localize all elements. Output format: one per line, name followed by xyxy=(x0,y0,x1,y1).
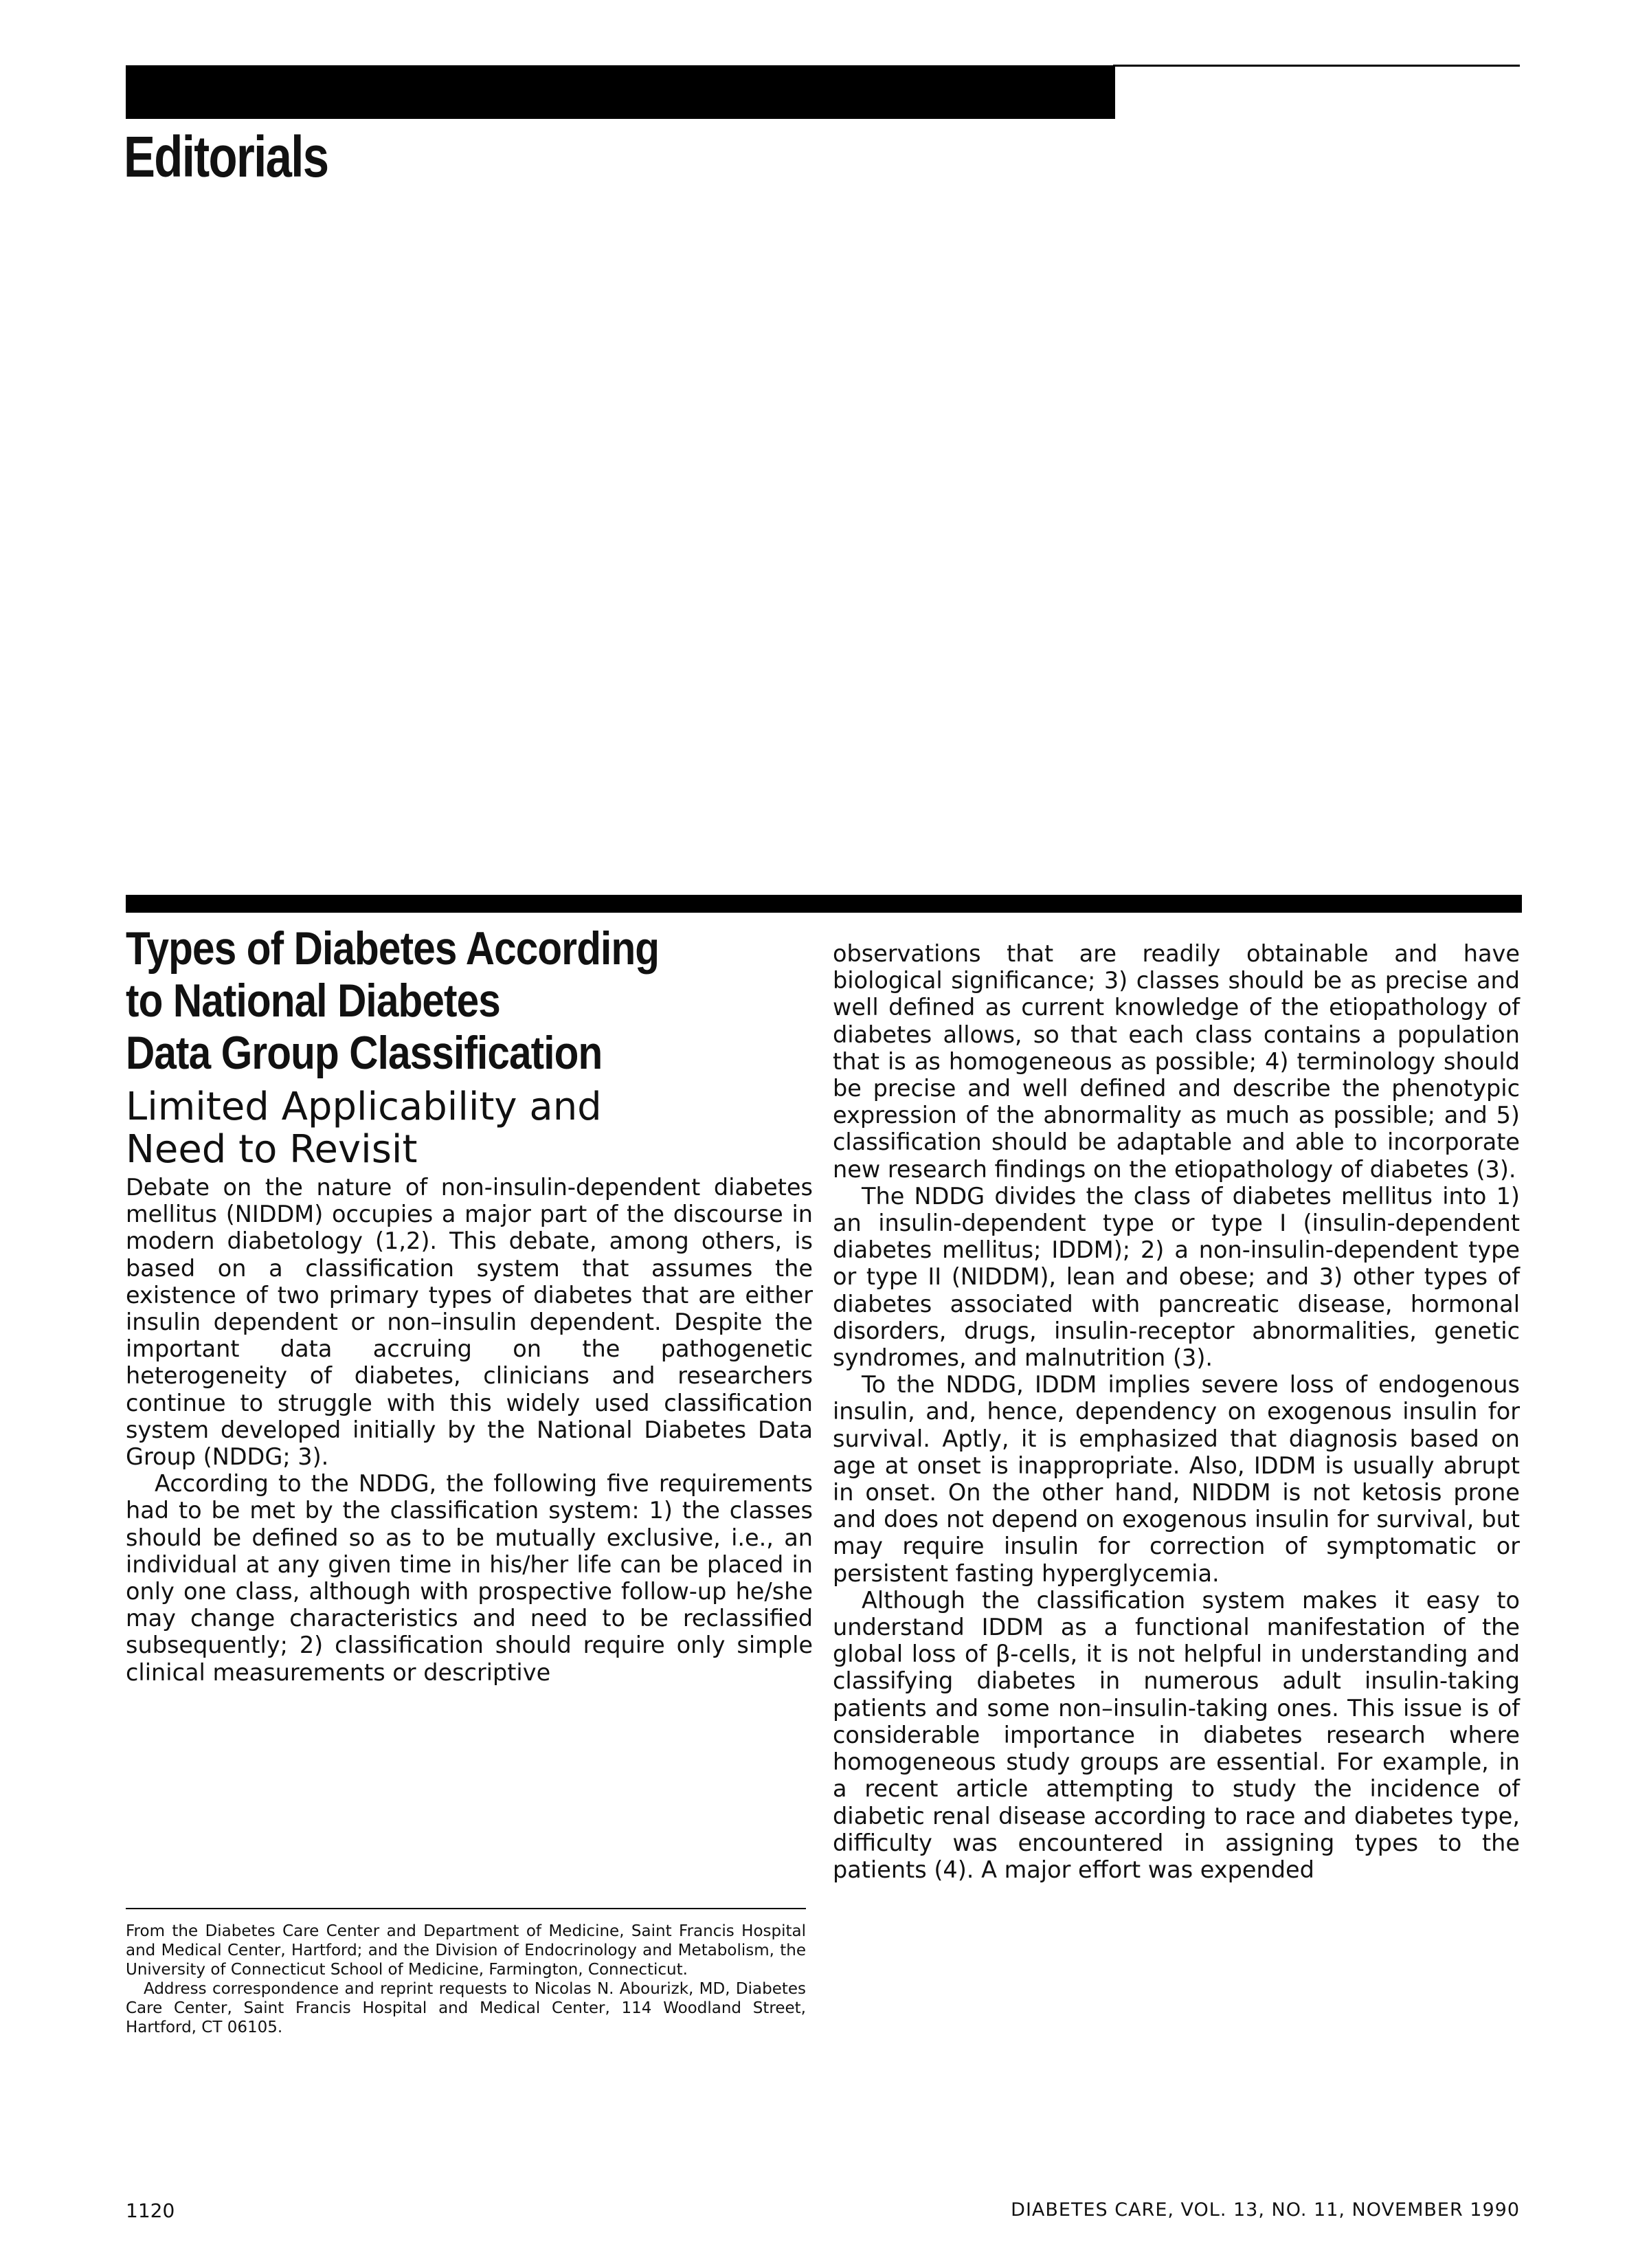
body-column-right xyxy=(833,940,1520,1883)
title-line: Data Group Classification xyxy=(126,1027,603,1079)
title-line: to National Diabetes xyxy=(126,975,500,1027)
header-black-bar xyxy=(126,65,1115,119)
body-paragraph: According to the NDDG, the following five requirements had to be met by the classification system: 1) the classes should be defined so as to be mutually exclusive, i.e., an individual at any given time in his/her life can be placed in only one class, although with prospective follow-up he/she may change characteristics and need to be reclassified subsequently; 2) classification should require only simple clinical measurements or descriptive xyxy=(126,1470,813,1686)
body-paragraph: To the NDDG, IDDM implies severe loss of endogenous insulin, and, hence, dependency on exogenous insulin for survival. Aptly, it is emphasized that diagnosis based on age at onset is inappropriate. Also, IDDM is usually abrupt in onset. On the other hand, NIDDM is not ketosis prone and does not depend on exogenous insulin for survival, but may require insulin for correction of symptomatic or persistent fasting hyperglycemia. xyxy=(833,1371,1520,1587)
body-paragraph: Debate on the nature of non-insulin-dependent diabetes mellitus (NIDDM) occupies a major part of the discourse in modern diabetology (1,2). This debate, among others, is based on a classification system that assumes the existence of two primary types of diabetes that are either insulin dependent or non–insulin dependent. Despite the important data accruing on the pathogenetic heterogeneity of diabetes, clinicians and researchers continue to struggle with this widely used classification system developed initially by the National Diabetes Data Group (NDDG; 3). xyxy=(126,1174,813,1471)
header-rule xyxy=(1113,65,1520,67)
body-paragraph: observations that are readily obtainable and have biological significance; 3) classes should be as precise and well defined as current knowledge of the etiopathology of diabetes allows, so that each class contains a population that is as homogeneous as possible; 4) terminology should be precise and well defined and describe the phenotypic expression of the abnormality as much as possible; and 5) classification should be adaptable and able to incorporate new research findings on the etiopathology of diabetes (3). xyxy=(833,940,1520,1183)
subtitle-line: Limited Applicability and xyxy=(126,1085,602,1129)
subtitle-line: Need to Revisit xyxy=(126,1127,418,1172)
article-title xyxy=(126,922,787,1079)
section-label: Editorials xyxy=(124,124,328,189)
footnote-affiliation: From the Diabetes Care Center and Department of Medicine, Saint Francis Hospital and Medical Center, Hartford; and the Division of Endocrinology and Metabolism, the University of Connecticut School of Medicine, Farmington, Connecticut. xyxy=(126,1922,806,1979)
body-paragraph: Although the classification system makes it easy to understand IDDM as a functional manifestation of the global loss of β-cells, it is not helpful in understanding and classifying diabetes in numerous adult insulin-taking patients and some non–insulin-taking ones. This issue is of considerable importance in diabetes research where homogeneous study groups are essential. For example, in a recent article attempting to study the incidence of diabetic renal disease according to race and diabetes type, difficulty was encountered in assigning types to the patients (4). A major effort was expended xyxy=(833,1586,1520,1883)
running-footer: DIABETES CARE, VOL. 13, NO. 11, NOVEMBER 1990 xyxy=(1011,2199,1520,2221)
title-line: Types of Diabetes According xyxy=(126,922,660,975)
article-subtitle xyxy=(126,1086,744,1171)
article-divider-bar xyxy=(126,895,1522,913)
body-paragraph: The NDDG divides the class of diabetes mellitus into 1) an insulin-dependent type or type I (insulin-dependent diabetes mellitus; IDDM); 2) a non-insulin-dependent type or type II (NIDDM), lean and obese; and 3) other types of diabetes associated with pancreatic disease, hormonal disorders, drugs, insulin-receptor abnormalities, genetic syndromes, and malnutrition (3). xyxy=(833,1182,1520,1372)
footnote-correspondence: Address correspondence and reprint requests to Nicolas N. Abourizk, MD, Diabetes Care Center, Saint Francis Hospital and Medical Center, 114 Woodland Street, Hartford, CT 06105. xyxy=(126,1980,806,2036)
page-number: 1120 xyxy=(126,2199,175,2222)
footnote-block xyxy=(126,1922,806,2037)
body-column-left xyxy=(126,1174,813,1686)
footnote-rule xyxy=(126,1908,806,1909)
